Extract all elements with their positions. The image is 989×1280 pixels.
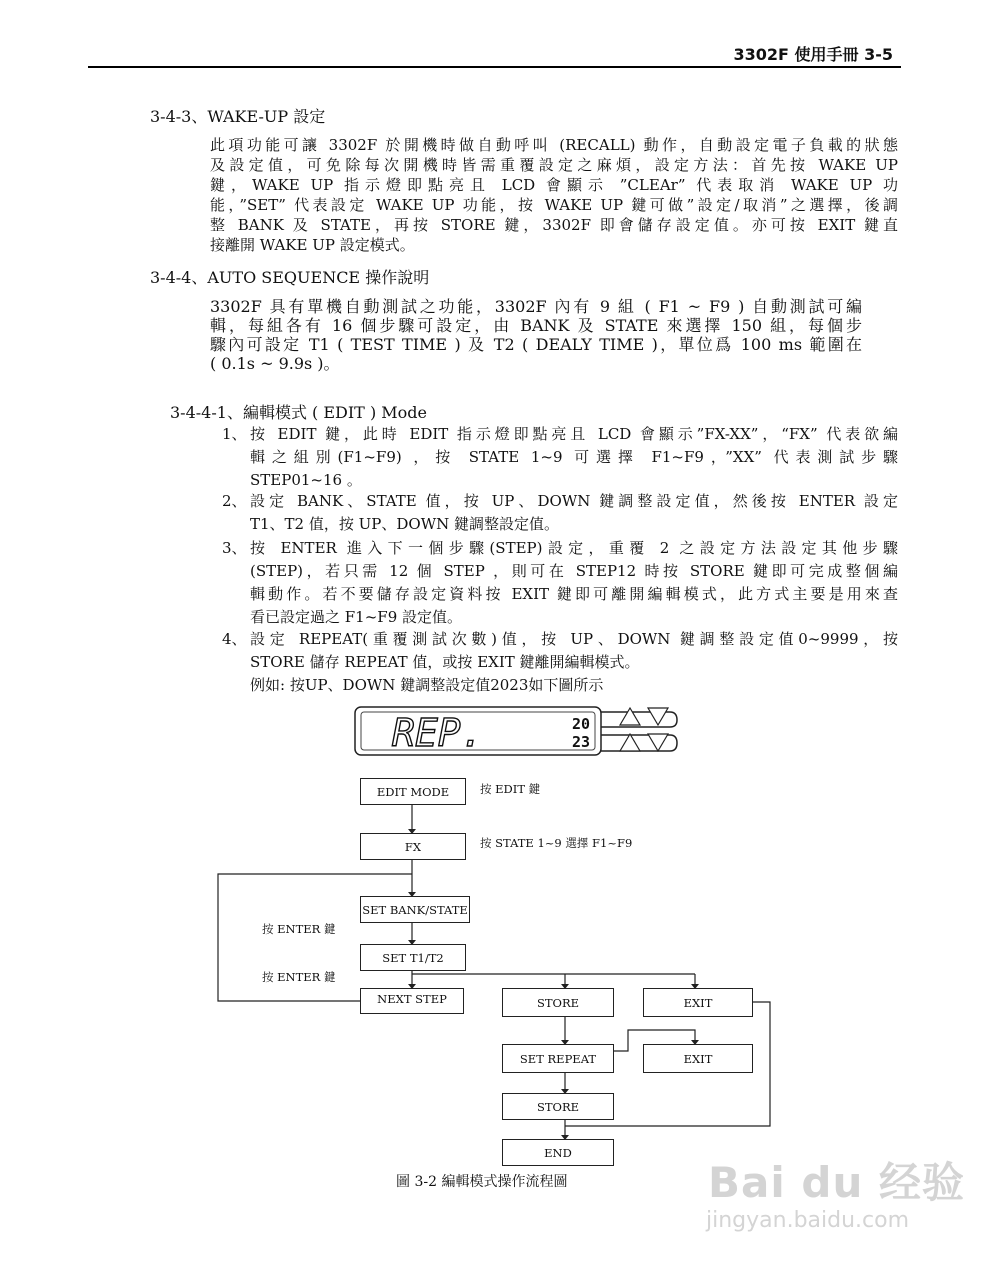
page-header: 3302F 使用手冊 3-5 bbox=[733, 45, 893, 64]
text-line: 按 EDIT 鍵，此時 EDIT 指示燈即點亮且 LCD 會顯示”FX-XX”，“FX” 代表欲編 bbox=[250, 425, 898, 443]
lcd-main-text: REP. bbox=[392, 711, 484, 755]
lcd-display bbox=[355, 707, 601, 755]
up-arrow-icon bbox=[620, 734, 640, 751]
flow-label-edit: 按 EDIT 鍵 bbox=[480, 782, 541, 796]
down-arrow-icon bbox=[648, 708, 668, 725]
text-line: 按 ENTER 進入下一個步驟(STEP)設定，重覆 2 之設定方法設定其他步驟 bbox=[250, 539, 898, 557]
figure-caption: 圖 3-2 編輯模式操作流程圖 bbox=[396, 1174, 568, 1190]
text-line: 整 BANK 及 STATE，再按 STORE 鍵，3302F 即會儲存設定值。亦可按 EXIT 鍵直 bbox=[210, 216, 898, 234]
watermark-brand: Bai du 经验 bbox=[708, 1158, 965, 1207]
flow-box-set-t1t2: SET T1/T2 bbox=[360, 944, 466, 971]
text-line: 輯動作。若不要儲存設定資料按 EXIT 鍵即可離開編輯模式，此方式主要是用來查 bbox=[250, 585, 898, 603]
text-line: 輯之組別(F1~F9) ，按 STATE 1~9 可選擇 F1~F9，”XX” 代表測試步驟 bbox=[250, 448, 898, 466]
text-line: 鍵，WAKE UP 指示燈即點亮且 LCD 會顯示 ”CLEAr” 代表取消 WAKE UP 功 bbox=[210, 176, 898, 194]
text-line: 看已設定過之 F1~F9 設定值。 bbox=[250, 608, 463, 626]
flow-box-next-step: NEXT STEP bbox=[360, 988, 464, 1014]
text-line: 接離開 WAKE UP 設定模式。 bbox=[210, 236, 415, 254]
flow-box-exit-2: EXIT bbox=[643, 1044, 753, 1073]
lcd-top-digits: 20 bbox=[572, 715, 591, 733]
text-line: 及設定值，可免除每次開機時皆需重覆設定之麻煩，設定方法：首先按 WAKE UP bbox=[210, 156, 898, 174]
text-line: 此項功能可讓 3302F 於開機時做自動呼叫 (RECALL) 動作，自動設定電子負載的狀態 bbox=[210, 136, 898, 154]
flow-label-enter-1: 按 ENTER 鍵 bbox=[262, 922, 336, 936]
section-3-4-4-1-title: 3-4-4-1、編輯模式 ( EDIT ) Mode bbox=[170, 403, 427, 422]
list-item-number: 3、 bbox=[222, 539, 247, 557]
text-line: 例如: 按UP、DOWN 鍵調整設定值2023如下圖所示 bbox=[250, 676, 604, 694]
flow-box-exit: EXIT bbox=[643, 988, 753, 1017]
section-3-4-3-title: 3-4-3、WAKE-UP 設定 bbox=[150, 107, 326, 126]
flow-label-enter-2: 按 ENTER 鍵 bbox=[262, 970, 336, 984]
text-line: 設定 REPEAT(重覆測試次數)值，按 UP、DOWN 鍵調整設定值0~9999，按 bbox=[250, 630, 898, 648]
flow-box-fx: FX bbox=[360, 833, 466, 860]
down-arrow-icon bbox=[648, 734, 668, 751]
text-line: 3302F 具有單機自動測試之功能，3302F 內有 9 組 ( F1 ~ F9 ) 自動測試可編 bbox=[210, 297, 862, 316]
text-line: (STEP)，若只需 12 個 STEP ，則可在 STEP12 時按 STORE 鍵即可完成整個編 bbox=[250, 562, 898, 580]
list-item-number: 4、 bbox=[222, 630, 247, 648]
flow-box-set-bank-state: SET BANK/STATE bbox=[360, 896, 470, 923]
flow-box-set-repeat: SET REPEAT bbox=[502, 1044, 614, 1073]
text-line: STEP01~16 。 bbox=[250, 471, 362, 489]
lcd-up-down-buttons-bottom bbox=[601, 734, 677, 751]
text-line: 驟內可設定 T1 ( TEST TIME ) 及 T2 ( DEALY TIME )，單位爲 100 ms 範圍在 bbox=[210, 335, 862, 354]
text-line: 能，”SET” 代表設定 WAKE UP 功能，按 WAKE UP 鍵可做”設定/取消”之選擇，後調 bbox=[210, 196, 898, 214]
flow-label-state: 按 STATE 1~9 選擇 F1~F9 bbox=[480, 836, 633, 850]
flow-box-store-2: STORE bbox=[502, 1093, 614, 1120]
list-item-number: 1、 bbox=[222, 425, 247, 443]
flow-box-store: STORE bbox=[502, 988, 614, 1017]
text-line: STORE 儲存 REPEAT 值，或按 EXIT 鍵離開編輯模式。 bbox=[250, 653, 640, 671]
watermark-url: jingyan.baidu.com bbox=[706, 1208, 910, 1233]
list-item-number: 2、 bbox=[222, 492, 247, 510]
flow-box-edit-mode: EDIT MODE bbox=[360, 778, 466, 805]
text-line: 輯，每組各有 16 個步驟可設定，由 BANK 及 STATE 來選擇 150 組，每個步 bbox=[210, 316, 862, 335]
lcd-bottom-digits: 23 bbox=[572, 733, 591, 751]
section-3-4-4-title: 3-4-4、AUTO SEQUENCE 操作說明 bbox=[150, 268, 430, 287]
text-line: T1、T2 值，按 UP、DOWN 鍵調整設定值。 bbox=[250, 515, 560, 533]
text-line: ( 0.1s ~ 9.9s )。 bbox=[210, 354, 340, 373]
lcd-up-down-buttons-top bbox=[601, 708, 677, 727]
up-arrow-icon bbox=[620, 708, 640, 725]
text-line: 設定 BANK、STATE 值，按 UP、DOWN 鍵調整設定值，然後按 ENTER 設定 bbox=[250, 492, 898, 510]
flow-box-end: END bbox=[502, 1139, 614, 1166]
